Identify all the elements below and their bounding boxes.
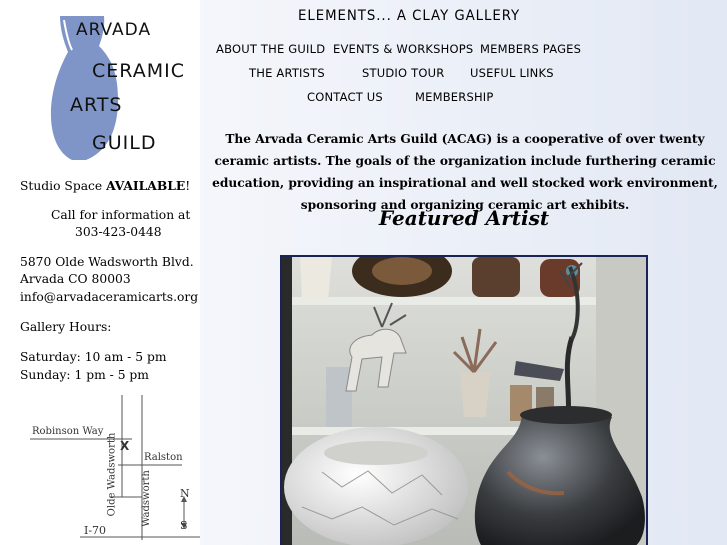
featured-artist-heading: Featured Artist xyxy=(378,206,550,230)
hours-saturday: Saturday: 10 am - 5 pm xyxy=(20,350,167,364)
email-link[interactable]: info@arvadaceramicarts.org xyxy=(20,290,199,304)
address-line-2: Arvada CO 80003 xyxy=(20,272,131,286)
studio-space-notice xyxy=(20,177,190,195)
nav-studio-tour[interactable]: STUDIO TOUR xyxy=(362,66,445,80)
address-line-1: 5870 Olde Wadsworth Blvd. xyxy=(20,255,194,269)
compass-south: S xyxy=(180,519,188,532)
call-line: Call for information at xyxy=(51,208,191,222)
nav-members-pages[interactable]: MEMBERS PAGES xyxy=(480,42,582,56)
location-map[interactable] xyxy=(22,385,200,545)
map-label-olde-wadsworth: Olde Wadsworth xyxy=(106,432,118,517)
map-label-robinson: Robinson Way xyxy=(32,426,104,437)
logo-word-guild: GUILD xyxy=(92,132,157,154)
nav-events-workshops[interactable]: EVENTS & WORKSHOPS xyxy=(333,42,474,56)
intro-paragraph: The Arvada Ceramic Arts Guild (ACAG) is a cooperative of over twenty ceramic artists. The goals of the organization include furthering ceramic education, providing an inspirational and well stocked work environment, sponsoring and organizing ceramic art exhibits. xyxy=(212,132,718,212)
hours-sunday: Sunday: 1 pm - 5 pm xyxy=(20,368,149,382)
nav-about-the-guild[interactable]: ABOUT THE GUILD xyxy=(216,42,326,56)
studio-space-exclaim: ! xyxy=(185,179,191,193)
compass-north: N xyxy=(180,487,190,500)
guild-logo[interactable] xyxy=(40,14,185,166)
ceramics-photo-image xyxy=(282,257,646,545)
map-label-ralston: Ralston xyxy=(144,452,183,463)
map-label-i70: I-70 xyxy=(84,524,107,537)
gallery-hours-title: Gallery Hours: xyxy=(20,320,112,334)
phone-number[interactable]: 303-423-0448 xyxy=(75,225,162,239)
nav-membership[interactable]: MEMBERSHIP xyxy=(415,90,494,104)
sidebar xyxy=(0,0,200,545)
site-title: ELEMENTS... A CLAY GALLERY xyxy=(298,8,521,24)
logo-word-ceramic: CERAMIC xyxy=(92,60,185,82)
nav-the-artists[interactable]: THE ARTISTS xyxy=(249,66,325,80)
nav-contact-us[interactable]: CONTACT US xyxy=(307,90,383,104)
nav-useful-links[interactable]: USEFUL LINKS xyxy=(470,66,554,80)
studio-space-label: Studio Space xyxy=(20,179,107,193)
location-marker-icon: X xyxy=(120,439,130,453)
logo-word-arts: ARTS xyxy=(70,94,123,116)
map-label-wadsworth: Wadsworth xyxy=(140,470,152,527)
featured-artist-photo[interactable] xyxy=(280,255,648,545)
logo-word-arvada: ARVADA xyxy=(76,20,152,40)
studio-space-status: AVAILABLE xyxy=(106,178,186,193)
